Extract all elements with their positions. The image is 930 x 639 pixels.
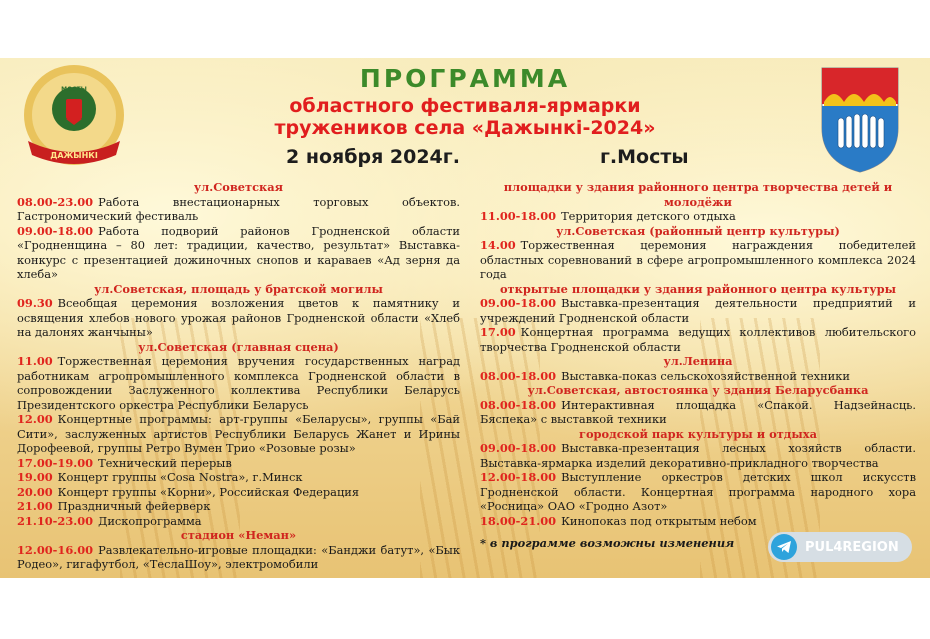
- schedule-description: Концертная программа ведущих коллективов любительского творчества Гродненской области: [480, 325, 916, 354]
- schedule-description: Работа подворий районов Гродненской области «Гродненщина – 80 лет: традиции, качество, результат» Выставка-конкурс с презентацией дожиночных снопов и караваев «Ад зерня да хлеба»: [17, 223, 460, 281]
- schedule-time: 09.30: [17, 296, 53, 310]
- schedule-time: 21.00: [17, 499, 53, 513]
- schedule-description: Праздничный фейерверк: [57, 499, 211, 513]
- schedule-time: 12.00-18.00: [480, 470, 557, 484]
- schedule-item: [17, 514, 460, 529]
- svg-text:МОСТЫ: МОСТЫ: [61, 86, 87, 93]
- schedule-item: [480, 238, 916, 282]
- subtitle-line-2: тружеников села «Дажынкі-2024»: [274, 117, 656, 139]
- schedule-time: 08.00-18.00: [480, 397, 557, 412]
- schedule-description: Территория детского отдыха: [561, 209, 736, 223]
- schedule-description: Выставка-презентация лесных хозяйств области. Выставка-ярмарка изделий декоративно-прикладного творчества: [480, 441, 916, 470]
- schedule-description: Интерактивная площадка «Спакой. Надзейнасць. Бяспека» с выставкой техники: [480, 397, 916, 426]
- schedule-item: [480, 398, 916, 427]
- schedule-item: [17, 543, 460, 572]
- pul4region-badge[interactable]: [768, 532, 912, 562]
- schedule-time: 14.00: [480, 238, 516, 252]
- schedule-description: Концертные программы: арт-группы «Беларусы», группы «Бай Сити», заслуженных артистов Республики Беларусь Жанет и Ирины Дорофеевой, группы Ретро Вумен Трио «Розовые розы»: [17, 412, 460, 455]
- schedule-item: [17, 470, 460, 485]
- section-heading: ул.Советская (главная сцена): [138, 339, 339, 354]
- section-heading: открытые площадки у здания районного центра культуры: [499, 281, 897, 296]
- festival-poster: [0, 58, 930, 578]
- section-heading: стадион «Неман»: [180, 528, 297, 542]
- schedule-description: Выставка-презентация деятельности предприятий и учреждений Гродненской области: [480, 296, 916, 325]
- schedule-time: 09.00-18.00: [480, 441, 557, 455]
- schedule-item: [17, 224, 460, 282]
- schedule-description: Дископрограмма: [98, 513, 202, 528]
- section-heading: ул.Советская: [193, 180, 284, 194]
- svg-text:ДАЖЫНКІ: ДАЖЫНКІ: [50, 151, 98, 160]
- schedule-time: 08.00-23.00: [17, 194, 94, 209]
- schedule-time: 17.00: [480, 325, 516, 339]
- schedule-time: 09.00-18.00: [480, 296, 557, 310]
- schedule-description: Кинопоказ под открытым небом: [561, 513, 757, 528]
- schedule-description: Торжественная церемония вручения государственных наград работникам агропромышленного комплекса Гродненской области в сопровождении Заслуженного коллектива Республики Беларусь Президентского оркестра Республики Беларусь: [17, 354, 460, 412]
- schedule-item: [17, 296, 460, 340]
- section-heading: городской парк культуры и отдыха: [578, 426, 817, 441]
- schedule-description: Развлекательно-игровые площадки: «Банджи батут», «Бык Родео», гигафутбол, «ТеслаШоу», электромобили: [17, 542, 460, 571]
- schedule-item: [480, 441, 916, 470]
- schedule-item: [17, 354, 460, 412]
- schedule-time: 18.00-21.00: [480, 513, 557, 528]
- schedule-time: 17.00-19.00: [17, 455, 94, 470]
- program-title: ПРОГРАММА: [359, 64, 571, 93]
- schedule-time: 12.00-16.00: [17, 542, 94, 557]
- event-city: г.Мосты: [600, 146, 689, 168]
- subtitle-line-1: областного фестиваля-ярмарки: [289, 95, 641, 117]
- badge-label: PUL4REGION: [805, 539, 899, 555]
- schedule-item: [480, 369, 916, 384]
- section-heading: ул.Советская (районный центр культуры): [556, 223, 840, 238]
- schedule-item: [480, 209, 916, 224]
- schedule-description: Концерт группы «Корни», Российская Федерация: [57, 484, 360, 499]
- section-heading: ул.Ленина: [663, 354, 733, 368]
- schedule-left-column: [17, 180, 460, 572]
- festival-subtitle: [0, 95, 930, 139]
- schedule-item: [480, 296, 916, 325]
- schedule-item: [17, 195, 460, 224]
- schedule-time: 12.00: [17, 412, 53, 426]
- schedule-description: Технический перерыв: [98, 455, 232, 470]
- schedule-description: Концерт группы «Cosa Nostra», г.Минск: [57, 470, 303, 484]
- schedule-time: 20.00: [17, 484, 53, 499]
- schedule-item: [480, 470, 916, 514]
- schedule-description: Выставка-показ сельскохозяйственной техники: [561, 368, 850, 383]
- schedule-time: 21.10-23.00: [17, 513, 94, 528]
- schedule-item: [17, 485, 460, 500]
- schedule-time: 08.00-18.00: [480, 368, 557, 383]
- schedule-description: Всеобщая церемония возложения цветов к памятнику и освящения хлебов нового урожая районов Гродненской области «Хлеб на далонях жанчыны»: [17, 296, 460, 339]
- schedule-item: [17, 456, 460, 471]
- schedule-right-column: [480, 180, 916, 551]
- schedule-description: Торжественная церемония награждения победителей областных соревнований в сфере агропромышленного комплекса 2024 года: [480, 238, 916, 281]
- schedule-item: [480, 325, 916, 354]
- schedule-description: Выступление оркестров детских школ искусств Гродненской области. Концертная программа народного хора «Росница» ОАО «Гродно Азот»: [480, 470, 916, 513]
- schedule-item: [17, 499, 460, 514]
- schedule-time: 09.00-18.00: [17, 223, 94, 238]
- schedule-time: 19.00: [17, 470, 53, 484]
- schedule-description: Работа внестационарных торговых объектов. Гастрономический фестиваль: [17, 194, 460, 223]
- schedule-time: 11.00: [17, 354, 53, 368]
- section-heading: ул.Советская, площадь у братской могилы: [94, 281, 383, 296]
- schedule-time: 11.00-18.00: [480, 209, 557, 223]
- section-heading: площадки у здания районного центра творчества детей и молодёжи: [503, 180, 893, 209]
- program-change-note: * в программе возможны изменения: [480, 536, 735, 550]
- event-date: 2 ноября 2024г.: [286, 146, 460, 168]
- schedule-item: [17, 412, 460, 456]
- section-heading: ул.Советская, автостоянка у здания Беларусбанка: [527, 383, 869, 397]
- schedule-item: [480, 514, 916, 529]
- telegram-icon: [771, 534, 797, 560]
